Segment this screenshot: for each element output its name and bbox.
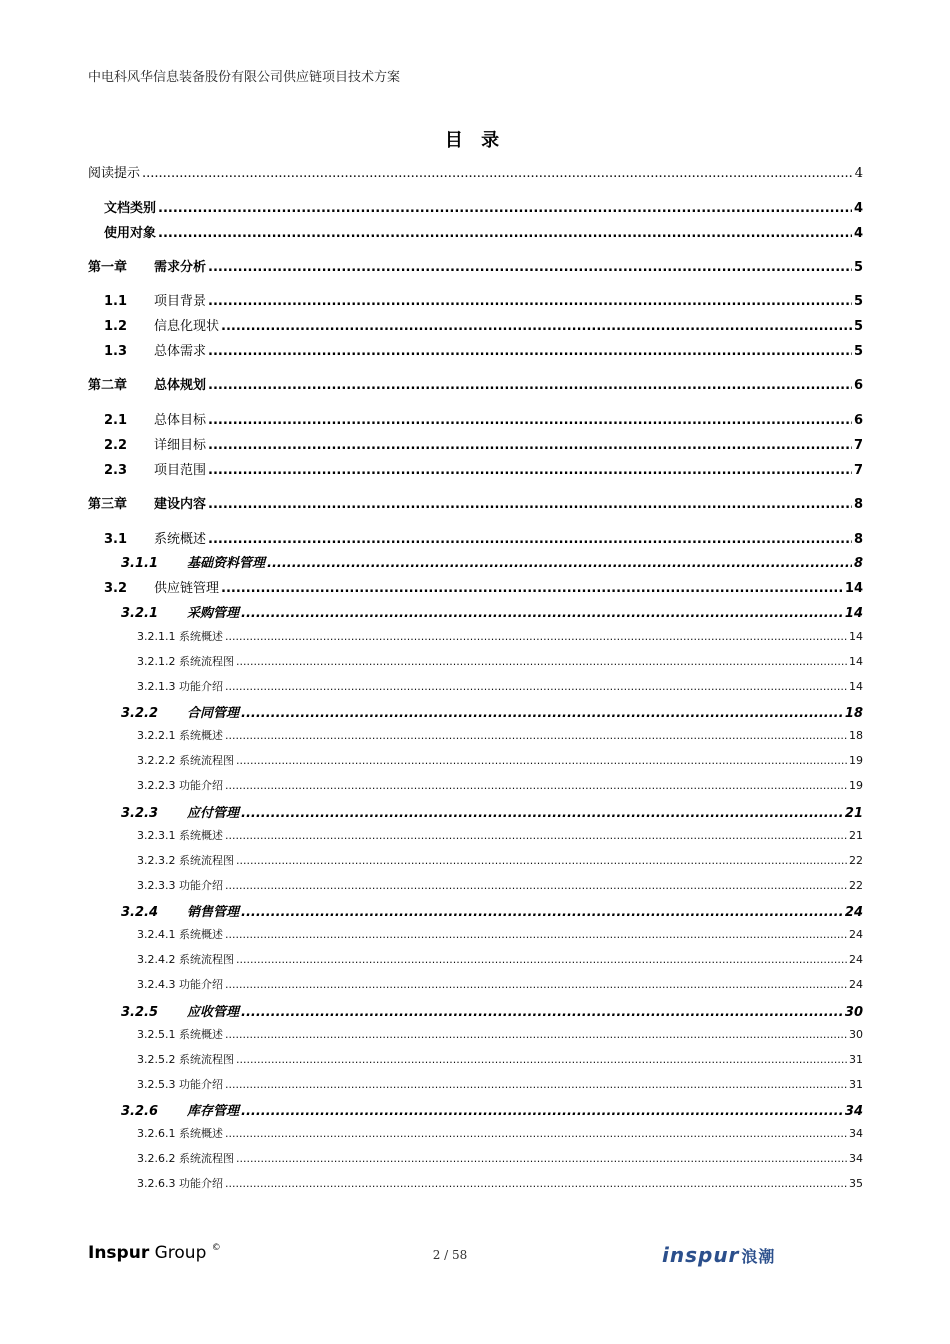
toc-leader [225, 1028, 847, 1041]
toc-entry[interactable] [137, 752, 863, 768]
toc-entry-label: 应收管理 [187, 1005, 240, 1020]
toc-entry-page: 22 [849, 854, 863, 867]
toc-leader [267, 556, 852, 571]
toc-entry[interactable] [104, 577, 863, 596]
toc-entry-page: 31 [849, 1053, 863, 1066]
toc-leader [208, 413, 852, 428]
toc-entry-label: 3.2.3.3 功能介绍 [137, 879, 223, 892]
toc-entry-number: 3.1.1 [121, 556, 159, 571]
toc-entry[interactable] [137, 1150, 863, 1166]
toc-entry-label: 3.2.4.2 系统流程图 [137, 953, 234, 966]
toc-entry-page: 31 [849, 1078, 863, 1091]
toc-entry-label: 使用对象 [104, 226, 157, 241]
toc-entry-page: 14 [844, 581, 863, 596]
toc-entry-number: 3.2.4 [121, 905, 159, 920]
toc-leader [225, 779, 847, 792]
toc-entry-page: 30 [844, 1005, 863, 1020]
toc-leader [241, 606, 843, 621]
toc-chapter[interactable] [88, 256, 863, 275]
toc-entry-page: 34 [849, 1127, 863, 1140]
toc-entry[interactable] [137, 926, 863, 942]
toc-entry-number: 2.3 [104, 463, 128, 478]
toc-entry-page: 34 [849, 1152, 863, 1165]
toc-entry-page: 24 [849, 928, 863, 941]
document-header: 中电科风华信息装备股份有限公司供应链项目技术方案 [88, 70, 401, 85]
logo-wordmark: inspur [662, 1243, 740, 1267]
toc-leader [225, 1127, 847, 1140]
toc-entry[interactable] [121, 1100, 863, 1119]
toc-chapter[interactable] [88, 493, 863, 512]
toc-entry-number: 1.2 [104, 319, 128, 334]
toc-entry-page: 14 [849, 680, 863, 693]
toc-leader [236, 953, 847, 966]
toc-entry-page: 34 [844, 1104, 863, 1119]
toc-entry[interactable] [137, 1051, 863, 1067]
toc-entry-label: 采购管理 [187, 606, 240, 621]
toc-leader [241, 1104, 843, 1119]
toc-entry[interactable] [104, 222, 863, 241]
toc-entry[interactable] [104, 409, 863, 428]
toc-entry-page: 14 [844, 606, 863, 621]
toc-leader [225, 879, 847, 892]
toc-entry-page: 8 [853, 556, 863, 571]
toc-entry-page: 21 [849, 829, 863, 842]
toc-entry-page: 14 [849, 630, 863, 643]
toc-entry-label: 文档类别 [104, 201, 157, 216]
toc-leader [225, 1078, 847, 1091]
toc-entry-page: 24 [844, 905, 863, 920]
toc-entry-page: 8 [853, 497, 863, 512]
toc-leader [225, 1177, 847, 1190]
toc-entry-label: 项目范围 [154, 463, 207, 478]
toc-entry-label: 3.2.5.2 系统流程图 [137, 1053, 234, 1066]
toc-entry-number: 2.2 [104, 438, 128, 453]
toc-entry[interactable] [121, 552, 863, 571]
toc-leader [225, 928, 847, 941]
toc-entry-page: 19 [849, 754, 863, 767]
toc-entry-number: 3.2.1 [121, 606, 159, 621]
toc-entry[interactable] [121, 702, 863, 721]
toc-entry-page: 7 [853, 463, 863, 478]
toc-leader [225, 829, 847, 842]
toc-entry-label: 3.2.6.1 系统概述 [137, 1127, 223, 1140]
toc-entry-label: 3.2.5.1 系统概述 [137, 1028, 223, 1041]
toc-leader [236, 1152, 847, 1165]
toc-entry[interactable] [137, 653, 863, 669]
toc-entry-page: 5 [853, 294, 863, 309]
toc-leader [208, 438, 852, 453]
toc-entry-page: 4 [853, 201, 863, 216]
toc-entry-label: 阅读提示 [88, 166, 141, 181]
toc-leader [208, 463, 852, 478]
toc-entry[interactable] [104, 315, 863, 334]
toc-entry-page: 14 [849, 655, 863, 668]
toc-leader [158, 226, 852, 241]
toc-entry-number: 3.2.2 [121, 706, 159, 721]
toc-leader [208, 497, 852, 512]
toc-entry-page: 6 [853, 378, 863, 393]
toc-leader [208, 378, 852, 393]
toc-entry-page: 22 [849, 879, 863, 892]
toc-entry-label: 建设内容 [154, 497, 207, 512]
toc-entry-label: 3.2.6.3 功能介绍 [137, 1177, 223, 1190]
toc-entry-label: 系统概述 [154, 532, 207, 547]
toc-entry[interactable] [121, 901, 863, 920]
toc-entry-label: 3.2.2.1 系统概述 [137, 729, 223, 742]
toc-entry[interactable] [121, 802, 863, 821]
toc-entry-label: 总体规划 [154, 378, 207, 393]
toc-leader [208, 532, 852, 547]
toc-entry-number: 3.2.5 [121, 1005, 159, 1020]
toc-entry[interactable] [137, 1076, 863, 1092]
toc-entry-label: 3.2.3.1 系统概述 [137, 829, 223, 842]
toc-entry[interactable] [137, 727, 863, 743]
toc-entry-page: 35 [849, 1177, 863, 1190]
toc-leader [241, 806, 843, 821]
toc-entry[interactable] [104, 459, 863, 478]
toc-entry-label: 3.2.4.1 系统概述 [137, 928, 223, 941]
toc-leader [225, 680, 847, 693]
toc-entry-page: 5 [853, 260, 863, 275]
toc-entry-label: 3.2.6.2 系统流程图 [137, 1152, 234, 1165]
toc-entry-number: 第二章 [88, 378, 128, 393]
toc-leader [208, 260, 852, 275]
toc-entry-label: 3.2.5.3 功能介绍 [137, 1078, 223, 1091]
footer-company-rest: Group [149, 1243, 212, 1263]
copyright-symbol: © [211, 1243, 221, 1253]
toc-entry[interactable] [137, 777, 863, 793]
toc-leader [208, 294, 852, 309]
toc-entry-label: 项目背景 [154, 294, 207, 309]
toc-entry-number: 3.2 [104, 581, 128, 596]
toc-entry[interactable] [137, 1125, 863, 1141]
toc-entry[interactable] [137, 827, 863, 843]
toc-leader [236, 754, 847, 767]
toc-entry-page: 21 [844, 806, 863, 821]
toc-entry-label: 需求分析 [154, 260, 207, 275]
toc-leader [142, 166, 853, 181]
toc-entry-number: 第三章 [88, 497, 128, 512]
toc-entry-page: 5 [853, 344, 863, 359]
toc-entry-page: 4 [853, 226, 863, 241]
toc-entry-label: 3.2.4.3 功能介绍 [137, 978, 223, 991]
toc-leader [208, 344, 852, 359]
toc-entry-page: 8 [853, 532, 863, 547]
toc-entry-page: 7 [853, 438, 863, 453]
toc-entry-page: 30 [849, 1028, 863, 1041]
toc-entry[interactable] [104, 434, 863, 453]
toc-entry-label: 信息化现状 [154, 319, 220, 334]
toc-entry[interactable] [104, 340, 863, 359]
toc-entry-label: 3.2.1.2 系统流程图 [137, 655, 234, 668]
toc-entry-label: 3.2.1.1 系统概述 [137, 630, 223, 643]
toc-leader [241, 1005, 843, 1020]
toc-entry-label: 详细目标 [154, 438, 207, 453]
toc-leader [221, 319, 852, 334]
toc-entry-label: 3.2.1.3 功能介绍 [137, 680, 223, 693]
logo-chinese: 浪潮 [741, 1247, 776, 1266]
inspur-logo [662, 1243, 775, 1267]
toc-leader [225, 978, 847, 991]
toc-leader [241, 706, 843, 721]
toc-entry-label: 合同管理 [187, 706, 240, 721]
toc-entry-page: 24 [849, 978, 863, 991]
toc-entry-page: 18 [844, 706, 863, 721]
toc-entry-page: 24 [849, 953, 863, 966]
toc-entry-label: 销售管理 [187, 905, 240, 920]
toc-entry[interactable] [121, 602, 863, 621]
toc-entry-page: 6 [853, 413, 863, 428]
toc-entry-page: 19 [849, 779, 863, 792]
toc-leader [236, 854, 847, 867]
toc-entry[interactable] [104, 197, 863, 216]
toc-leader [225, 729, 847, 742]
toc-entry-number: 3.2.3 [121, 806, 159, 821]
toc-entry[interactable] [137, 852, 863, 868]
toc-entry[interactable] [121, 1001, 863, 1020]
toc-entry-number: 2.1 [104, 413, 128, 428]
toc-entry[interactable] [88, 162, 863, 181]
toc-entry[interactable] [137, 976, 863, 992]
toc-entry[interactable] [104, 528, 863, 547]
toc-entry-label: 库存管理 [187, 1104, 240, 1119]
toc-entry[interactable] [137, 1026, 863, 1042]
toc-entry-page: 18 [849, 729, 863, 742]
toc-entry-label: 总体需求 [154, 344, 207, 359]
toc-entry-label: 基础资料管理 [187, 556, 266, 571]
toc-entry-label: 总体目标 [154, 413, 207, 428]
toc-entry-number: 1.3 [104, 344, 128, 359]
toc-leader [236, 1053, 847, 1066]
toc-entry-label: 应付管理 [187, 806, 240, 821]
toc-leader [236, 655, 847, 668]
toc-leader [221, 581, 843, 596]
toc-entry-label: 3.2.3.2 系统流程图 [137, 854, 234, 867]
toc-entry-page: 5 [853, 319, 863, 334]
toc-leader [158, 201, 852, 216]
toc-entry[interactable] [137, 951, 863, 967]
footer-company-bold: Inspur [88, 1243, 150, 1263]
toc-entry[interactable] [137, 678, 863, 694]
toc-leader [241, 905, 843, 920]
toc-entry[interactable] [137, 628, 863, 644]
toc-entry-number: 1.1 [104, 294, 128, 309]
toc-leader [225, 630, 847, 643]
toc-entry[interactable] [137, 1175, 863, 1191]
toc-entry-label: 供应链管理 [154, 581, 220, 596]
toc-entry-page: 4 [854, 166, 863, 181]
toc-entry-number: 第一章 [88, 260, 128, 275]
page-number: 2 / 58 [432, 1248, 468, 1262]
toc-entry-number: 3.2.6 [121, 1104, 159, 1119]
toc-title: 目 录 [444, 130, 506, 151]
toc-entry-label: 3.2.2.2 系统流程图 [137, 754, 234, 767]
toc-entry[interactable] [137, 877, 863, 893]
toc-entry-label: 3.2.2.3 功能介绍 [137, 779, 223, 792]
toc-chapter[interactable] [88, 374, 863, 393]
toc-entry[interactable] [104, 290, 863, 309]
toc-entry-number: 3.1 [104, 532, 128, 547]
